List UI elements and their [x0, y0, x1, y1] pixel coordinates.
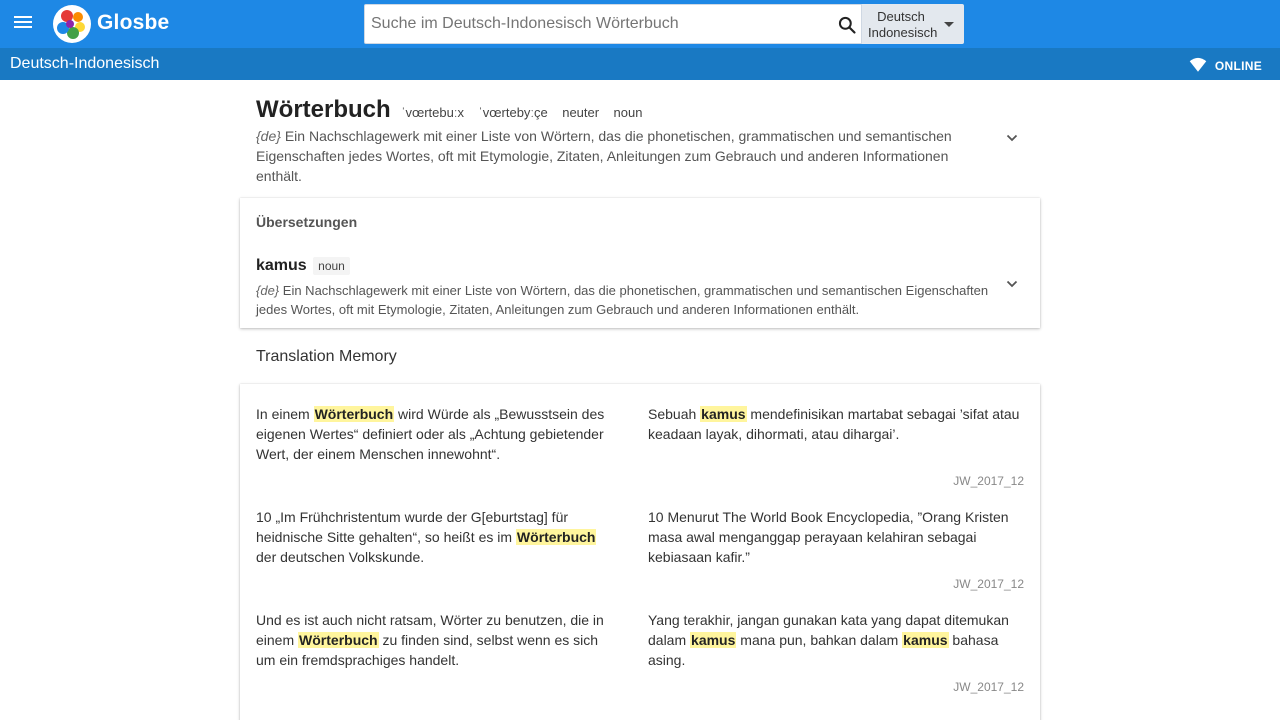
translation-word[interactable]: kamus [256, 257, 307, 274]
search-icon[interactable] [837, 15, 857, 35]
online-status [1215, 57, 1262, 73]
search-box [364, 4, 862, 44]
tm-text: mendefinisikan martabat sebagai ’sifat atau keadaan layak, dihormati, atau dihargai’. [648, 406, 1020, 442]
tm-source-label[interactable]: JW_2017_12 [953, 577, 1024, 591]
tm-text: 10 „Im Frühchristentum wurde der G[eburtstag] für heidnische Sitte gehalten“, so heißt es im [256, 509, 569, 545]
wifi-icon [1189, 57, 1207, 73]
translations-card [240, 198, 1040, 328]
tm-highlight: kamus [691, 632, 736, 648]
tm-text: Und es ist auch nicht ratsam, Wörter zu benutzen, die in einem [256, 612, 604, 648]
tm-row [256, 404, 1024, 504]
tm-text: mana pun, bahkan dalam [736, 632, 903, 648]
chevron-down-icon[interactable] [1006, 278, 1018, 290]
translation-item [256, 257, 996, 319]
tm-highlight: Wörterbuch [516, 529, 596, 545]
tm-source-sentence [256, 404, 620, 464]
app-name[interactable]: Glosbe [97, 11, 170, 34]
tm-text: Yang terakhir, jangan gunakan kata yang dapat ditemukan dalam [648, 612, 1009, 648]
tm-text: wird Würde als „Bewusstsein des eigenen Wertes“ definiert oder als „Achtung gebietender Wert, der einem Menschen innewohnt“. [256, 406, 605, 462]
tm-text: zu finden sind, selbst wenn es sich um ein fremdsprachiges handelt. [256, 632, 599, 668]
tm-highlight: Wörterbuch [299, 632, 378, 648]
entry-gender: neuter [562, 105, 600, 120]
search-input[interactable] [371, 5, 821, 43]
tm-source-sentence [256, 610, 620, 670]
tm-text: Sebuah [648, 406, 701, 422]
definition-text: Ein Nachschlagewerk mit einer Liste von Wörtern, das die phonetischen, grammatischen und semantischen Eigenschaften jedes Wortes, oft mit Etymologie, Zitaten, Anleitungen zum Gebrauch und anderen Informationen enthält. [256, 128, 952, 184]
translations-title: Übersetzungen [256, 214, 358, 230]
tm-text: bahasa asing. [648, 632, 999, 668]
sub-bar [0, 48, 1280, 80]
tm-target-sentence [648, 404, 1024, 444]
tm-highlight: kamus [701, 406, 746, 422]
tm-target-sentence [648, 610, 1024, 670]
tm-source-label[interactable]: JW_2017_12 [953, 680, 1024, 694]
translation-definition [256, 281, 996, 319]
definition-language-tag: {de} [256, 128, 281, 144]
tm-highlight: kamus [903, 632, 948, 648]
tm-row [256, 507, 1024, 607]
entry-ipa: ˈvœrtebyːçe [478, 105, 548, 120]
glosbe-logo-icon[interactable] [53, 5, 91, 43]
definition-text: Ein Nachschlagewerk mit einer Liste von Wörtern, das die phonetischen, grammatischen und semantischen Eigenschaften jedes Wortes, oft mit Etymologie, Zitaten, Anleitungen zum Gebrauch und anderen Informationen enthält. [256, 283, 989, 317]
tm-text: In einem [256, 406, 314, 422]
dropdown-caret-icon [944, 22, 954, 27]
chevron-down-icon[interactable] [1006, 132, 1018, 144]
tm-highlight: Wörterbuch [314, 406, 394, 422]
language-pair-select[interactable] [862, 4, 964, 44]
dictionary-entry [256, 96, 996, 186]
translation-pos: noun [313, 257, 350, 275]
tm-text: der deutschen Volkskunde. [256, 549, 425, 565]
translation-memory-title: Translation Memory [256, 348, 397, 365]
online-label: ONLINE [1214, 59, 1262, 73]
definition-language-tag: {de} [256, 283, 280, 298]
tm-row [256, 610, 1024, 710]
language-target-label: Indonesisch [868, 25, 938, 40]
tm-source-sentence [256, 507, 620, 567]
dictionary-title[interactable]: Deutsch-Indonesisch [10, 55, 160, 72]
hamburger-menu-icon[interactable] [14, 14, 34, 34]
entry-pos: noun [613, 105, 643, 120]
entry-definition [256, 126, 966, 186]
entry-ipa: ˈvœrtebuːx [401, 105, 464, 120]
tm-target-sentence [648, 507, 1024, 567]
tm-source-label[interactable]: JW_2017_12 [953, 474, 1024, 488]
translation-memory-card [240, 384, 1040, 720]
top-bar [0, 0, 1280, 48]
tm-text: 10 Menurut The World Book Encyclopedia, ”Orang Kristen masa awal menganggap perayaan kelahiran sebagai kebiasaan kafir.” [648, 509, 1009, 565]
entry-headword: Wörterbuch [256, 96, 391, 123]
language-source-label: Deutsch [877, 9, 925, 24]
